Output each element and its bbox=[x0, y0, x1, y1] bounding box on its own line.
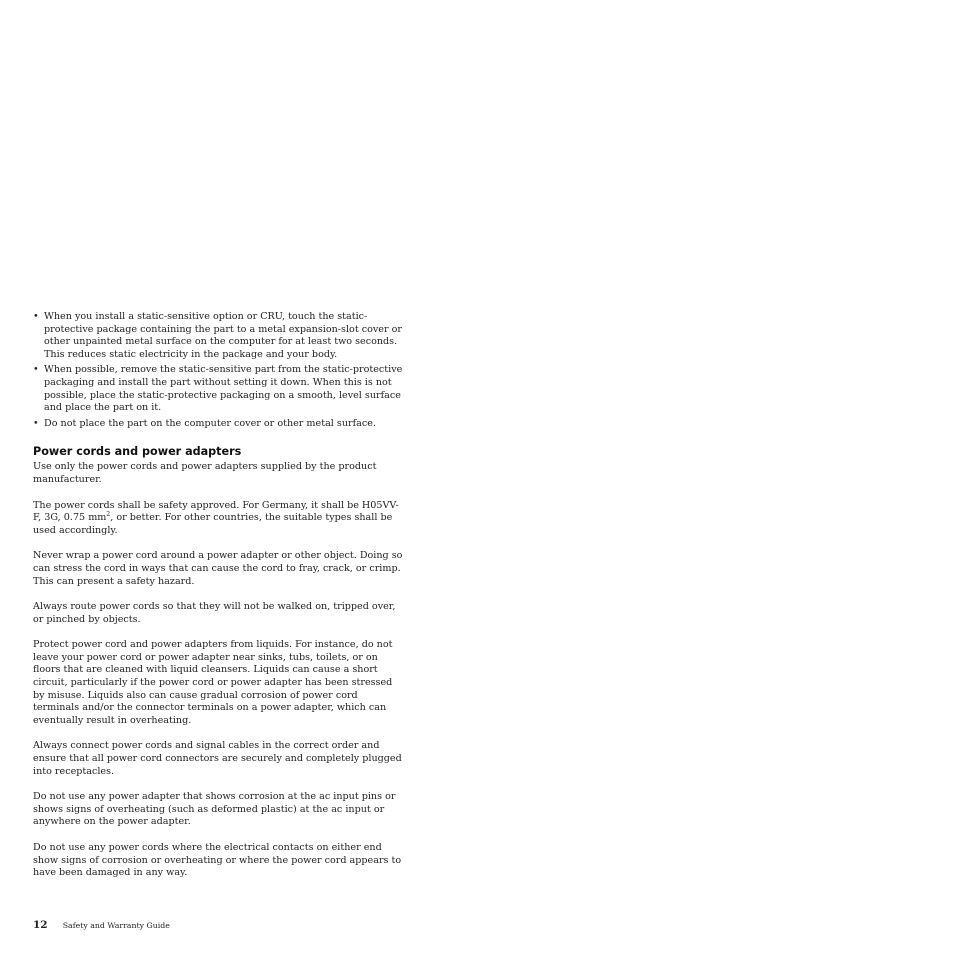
paragraph-never-wrap: Never wrap a power cord around a power adapter or other object. Doing so can stress the cord in ways that can cause the cord to fray, crack, or crimp. This can present a safety hazard. bbox=[33, 550, 403, 587]
paragraph-liquids: Protect power cord and power adapters from liquids. For instance, do not leave your power cord or power adapter near sinks, tubs, toilets, or on floors that are cleaned with liquid cleansers. Liquids can cause a short circuit, particularly if the power cord or power adapter has been stressed by misuse. Liquids also can cause gradual corrosion of power cord terminals and/or the connector terminals on a power adapter, which can eventually result in overheating. bbox=[33, 639, 393, 726]
paragraph-adapter-corrosion: Do not use any power adapter that shows corrosion at the ac input pins or shows signs of overheating (such as deformed plastic) at the ac input or anywhere on the power adapter. bbox=[33, 791, 396, 828]
list-item-text: When you install a static-sensitive option or CRU, touch the static-protective package containing the part to a metal expansion-slot cover or other unpainted metal surface on the computer for at least two seconds. This reduces static electricity in the package and your body. bbox=[44, 311, 402, 360]
list-item bbox=[33, 364, 403, 414]
list-item-text: When possible, remove the static-sensitive part from the static-protective packaging and install the part without setting it down. When this is not possible, place the static-protective packaging on a smooth, level surface and place the part on it. bbox=[44, 364, 403, 414]
bullet-marker: • bbox=[33, 364, 39, 376]
paragraph-connect-order: Always connect power cords and signal cables in the correct order and ensure that all power cord connectors are securely and completely plugged into receptacles. bbox=[33, 740, 402, 777]
list-item-text: Do not place the part on the computer cover or other metal surface. bbox=[44, 417, 376, 429]
bullet-marker: • bbox=[33, 311, 39, 322]
page-footer bbox=[33, 913, 170, 932]
bullet-marker: • bbox=[33, 417, 39, 429]
paragraph-safety-approved bbox=[33, 500, 403, 538]
list-item bbox=[33, 418, 403, 431]
book-title: Safety and Warranty Guide bbox=[62, 921, 170, 930]
paragraph-route-cords: Always route power cords so that they will not be walked on, tripped over, or pinched by objects. bbox=[33, 601, 396, 625]
section-heading: Power cords and power adapters bbox=[33, 445, 242, 459]
paragraph-text: , or better. For other countries, the suitable types shall be used accordingly. bbox=[33, 512, 393, 536]
superscript: 2 bbox=[106, 510, 111, 518]
paragraph-text: The power cords shall be safety approved. For Germany, it shall be H05VV-F, 3G, 0.75 mm bbox=[33, 499, 399, 524]
paragraph-cord-damage: Do not use any power cords where the electrical contacts on either end show signs of corrosion or overheating or where the power cord appears to have been damaged in any way. bbox=[33, 842, 402, 879]
page-number: 12 bbox=[33, 919, 48, 931]
page-content bbox=[33, 311, 403, 893]
static-precautions-list bbox=[33, 311, 403, 430]
paragraph-supplied-cords: Use only the power cords and power adapters supplied by the product manufacturer. bbox=[33, 461, 377, 485]
list-item bbox=[33, 311, 403, 361]
